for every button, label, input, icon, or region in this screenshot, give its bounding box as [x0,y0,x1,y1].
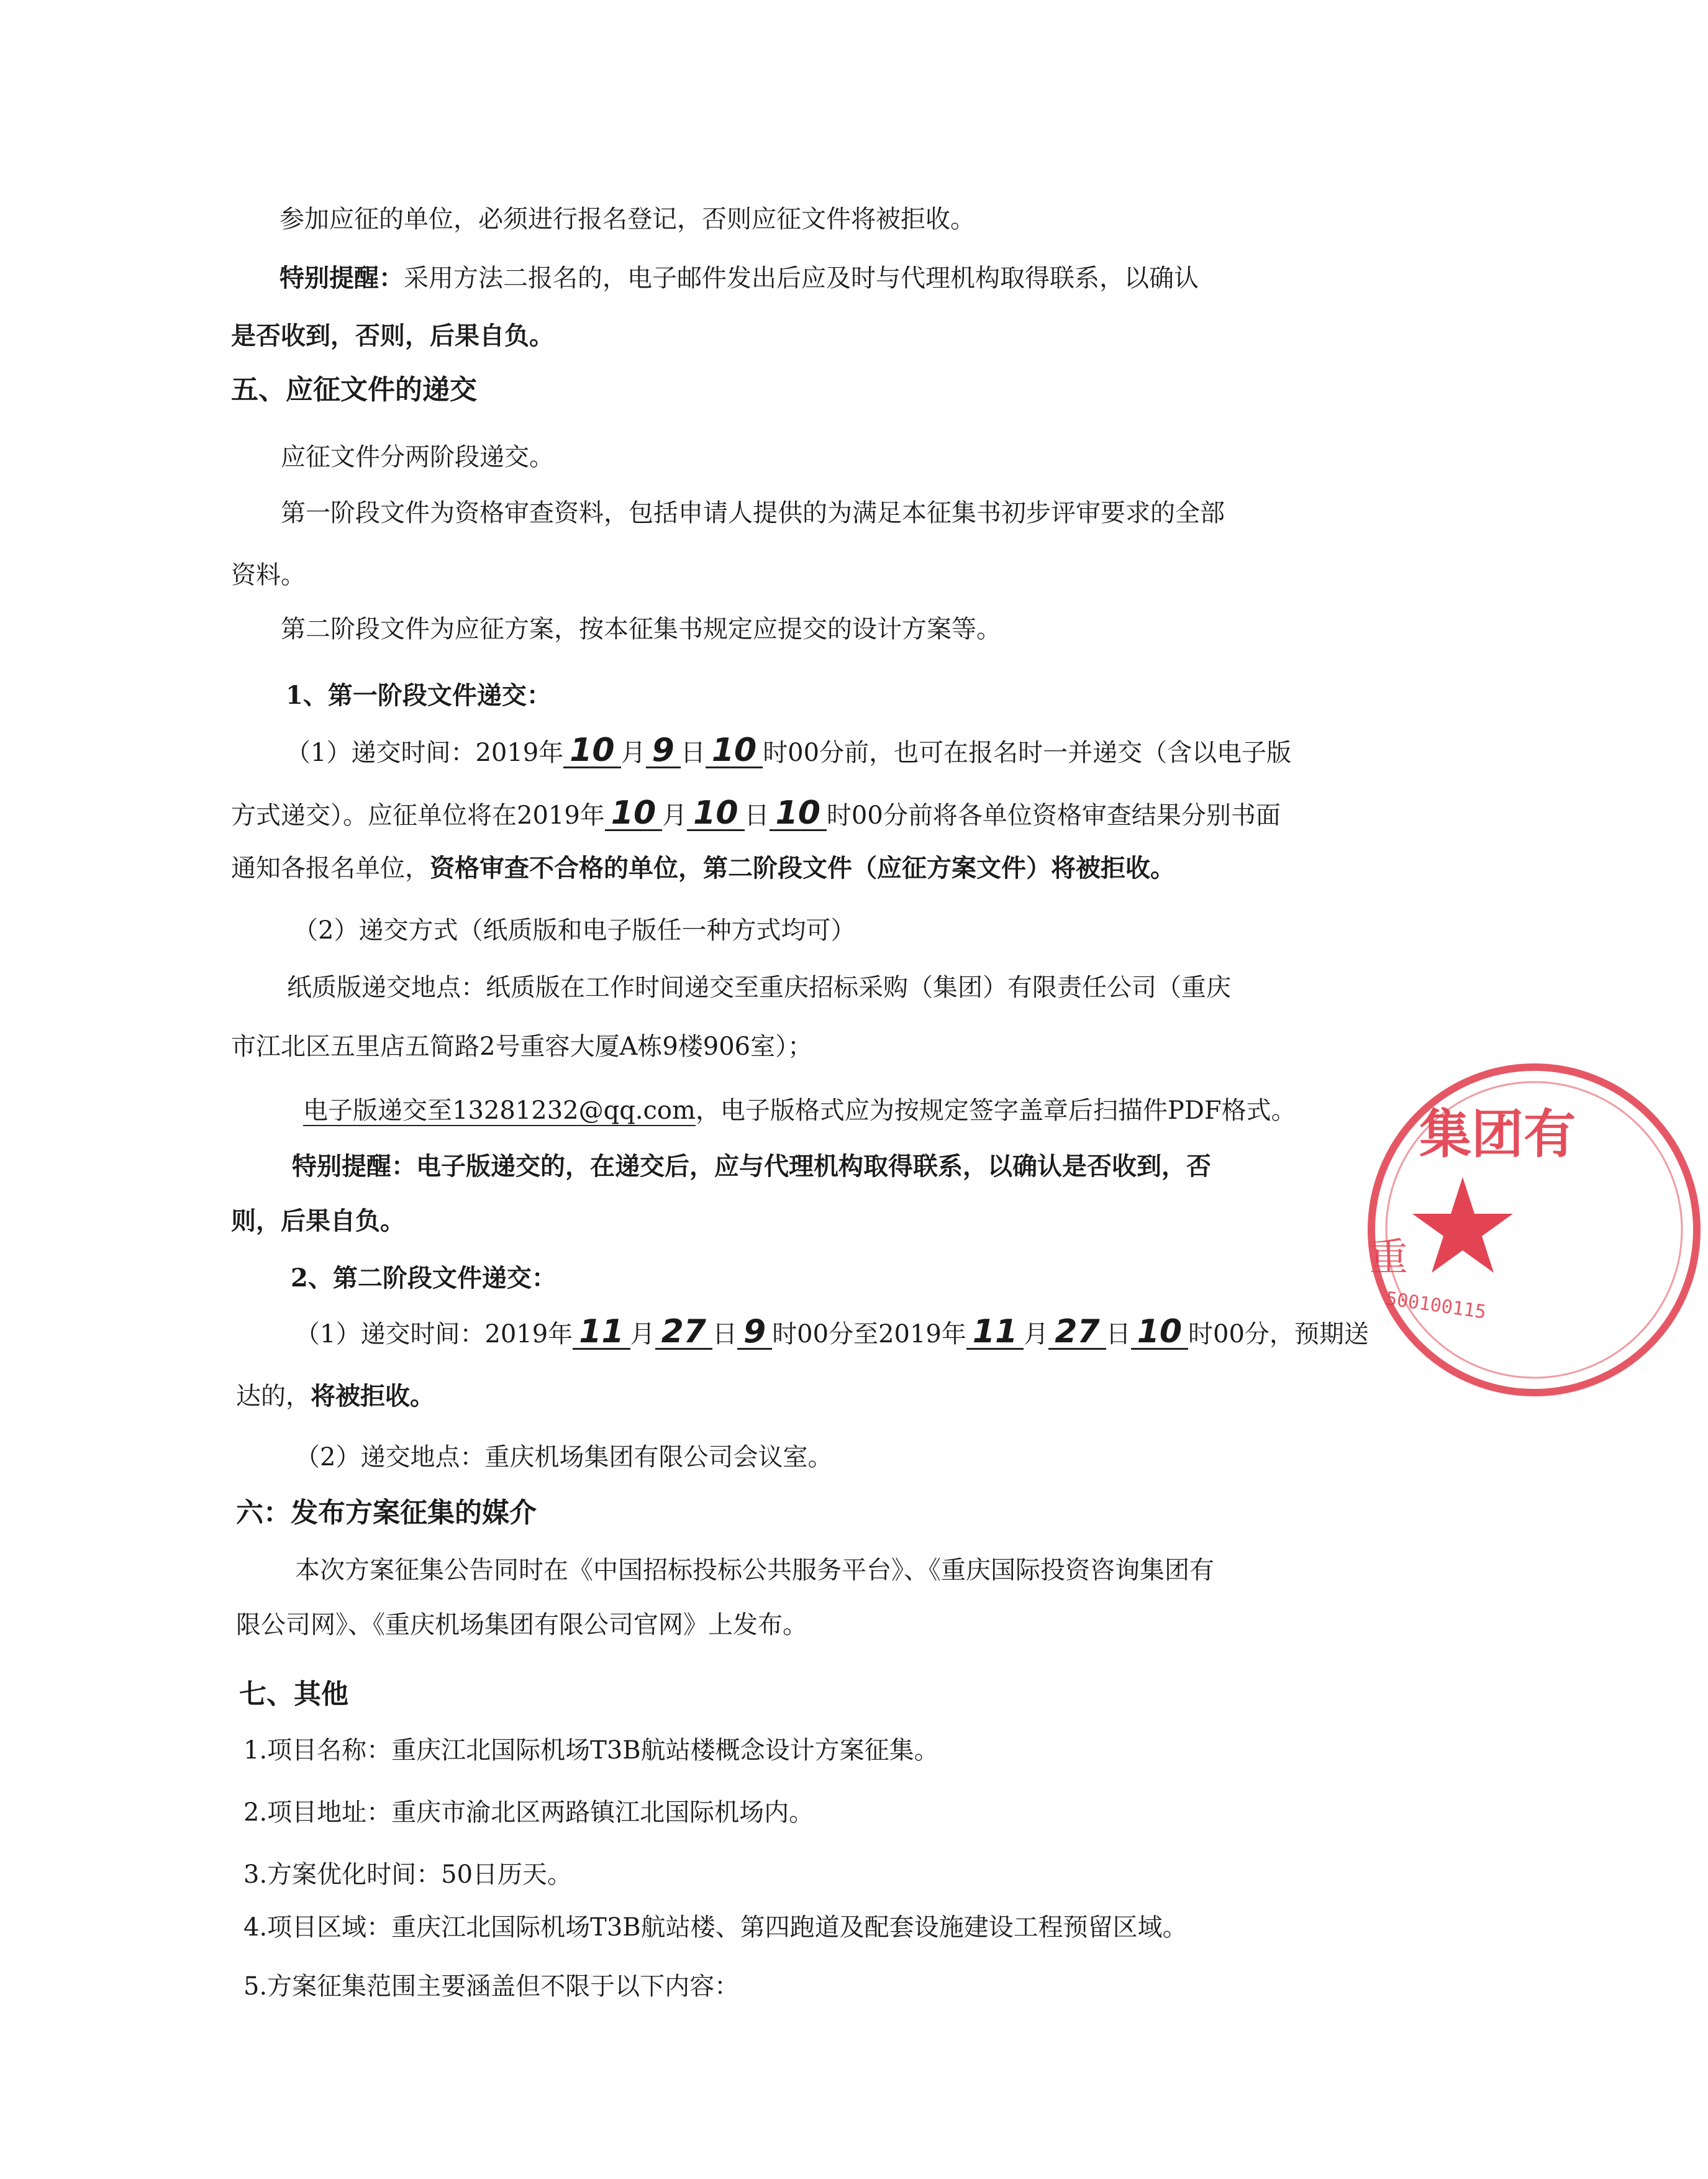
paragraph-reminder-2: 特别提醒：电子版递交的，在递交后，应与代理机构取得联系，以确认是否收到，否 [292,1152,1211,1181]
rejection-notice: 资格审查不合格的单位，第二阶段文件（应征方案文件）将被拒收。 [430,853,1175,883]
paragraph-stage-two: 第二阶段文件为应征方案，按本征集书规定应提交的设计方案等。 [281,615,1001,644]
section-heading-6: 六：发布方案征集的媒介 [236,1497,537,1529]
handwritten-month: 10 [605,797,662,831]
email-line [303,1093,1296,1128]
stage-one-time-line-3 [231,851,1175,886]
paragraph-stage-one-cont: 资料。 [231,561,306,589]
handwritten-month: 11 [573,1316,630,1350]
text: 时00分前，也可在报名时一并递交（含以电子版 [763,739,1292,767]
subheading-stage-two: 2、第二阶段文件递交： [291,1263,556,1293]
handwritten-month: 10 [563,734,620,768]
stage-one-method: （2）递交方式（纸质版和电子版任一种方式均可） [293,916,856,945]
text: 方式递交）。应征单位将在2019年 [231,801,605,830]
text: （1）递交时间：2019年 [286,739,564,767]
text: 达的， [236,1382,311,1411]
other-item-4: 4.项目区域：重庆江北国际机场T3B航站楼、第四跑道及配套设施建设工程预留区域。 [243,1913,1188,1942]
handwritten-hour: 10 [706,734,763,768]
media-line-2: 限公司网》、《重庆机场集团有限公司官网》上发布。 [236,1611,807,1639]
reminder-label: 特别提醒： [279,263,404,293]
other-item-5: 5.方案征集范围主要涵盖但不限于以下内容： [243,1972,740,2001]
media-line-1: 本次方案征集公告同时在《中国招标投标公共服务平台》、《重庆国际投资咨询集团有 [295,1556,1214,1585]
other-item-2: 2.项目地址：重庆市渝北区两路镇江北国际机场内。 [243,1798,814,1827]
reminder-text: 采用方法二报名的，电子邮件发出后应及时与代理机构取得联系，以确认 [404,264,1199,293]
rejection-notice: 将被拒收。 [311,1381,435,1411]
paragraph-stage-one: 第一阶段文件为资格审查资料，包括申请人提供的为满足本征集书初步评审要求的全部 [281,499,1225,527]
text: （1）递交时间：2019年 [295,1320,573,1349]
text: 月 [662,801,688,830]
text: 日 [1106,1320,1131,1349]
text: 时00分，预期送 [1188,1320,1369,1349]
stage-two-time-line-1 [295,1313,1369,1352]
text: 日 [744,801,770,830]
handwritten-day: 10 [687,797,744,831]
paragraph-reminder-1 [279,261,1199,296]
handwritten-day: 27 [655,1316,712,1350]
text: ，电子版格式应为按规定签字盖章后扫描件PDF格式。 [695,1096,1296,1125]
reminder-cont-text: 是否收到，否则，后果自负。 [231,321,554,350]
email-address[interactable]: 电子版递交至13281232@qq.com [303,1096,696,1125]
text: 日 [712,1320,737,1349]
handwritten-hour: 9 [737,1316,772,1350]
text: 月 [630,1320,655,1349]
text: 通知各报名单位， [231,854,430,883]
handwritten-hour: 10 [1131,1316,1188,1350]
paper-address-line-2: 市江北区五里店五简路2号重容大厦A栋9楼906室）； [231,1032,813,1061]
handwritten-day: 9 [646,734,681,768]
paper-address-line-1: 纸质版递交地点：纸质版在工作时间递交至重庆招标采购（集团）有限责任公司（重庆 [287,973,1231,1002]
seal-text: 集团有 [1419,1103,1576,1165]
stage-one-time-line-2 [231,794,1281,833]
paragraph-reminder-1-cont [231,319,554,353]
stage-two-time-line-2 [236,1379,435,1414]
section-heading-7: 七、其他 [239,1678,348,1710]
stage-two-location: （2）递交地点：重庆机场集团有限公司会议室。 [295,1443,833,1472]
seal-char-left: 重 [1370,1234,1409,1280]
paragraph-two-stages: 应征文件分两阶段递交。 [281,443,554,471]
text: 时00分前将各单位资格审查结果分别书面 [826,801,1281,830]
other-item-3: 3.方案优化时间：50日历天。 [243,1860,573,1889]
paragraph-registration: 参加应征的单位，必须进行报名登记，否则应征文件将被拒收。 [279,205,975,234]
paragraph-reminder-2-cont: 则，后果自负。 [231,1206,405,1235]
subheading-stage-one: 1、第一阶段文件递交： [286,681,552,710]
text: 日 [680,739,706,767]
company-seal [1360,1056,1708,1404]
stage-one-time-line-1 [286,734,1291,770]
text: 月 [1024,1320,1049,1349]
seal-number: 500100115 [1384,1288,1488,1324]
section-heading-5: 五、应征文件的递交 [231,374,477,406]
handwritten-day: 27 [1048,1316,1106,1350]
handwritten-hour: 10 [770,797,827,831]
handwritten-month: 11 [966,1316,1024,1350]
other-item-1: 1.项目名称：重庆江北国际机场T3B航站楼概念设计方案征集。 [243,1736,939,1765]
text: 月 [620,739,646,767]
text: 时00分至2019年 [772,1320,966,1349]
seal-star-icon [1412,1177,1513,1273]
